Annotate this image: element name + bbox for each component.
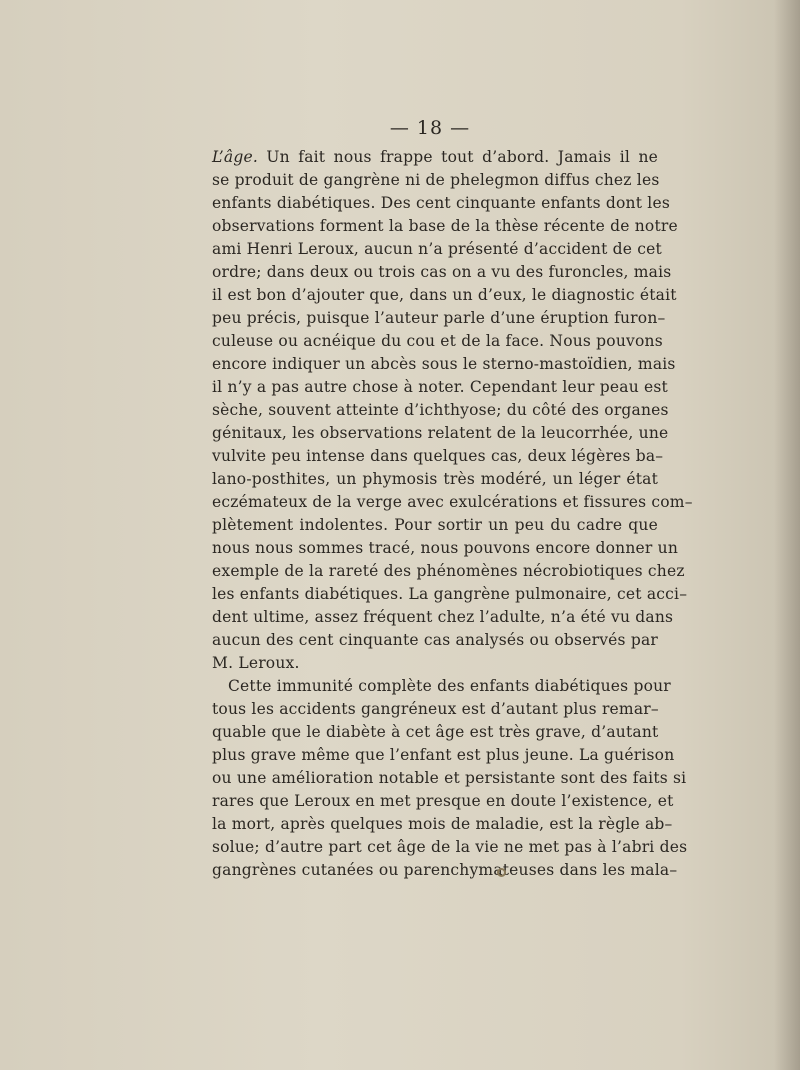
text-line: solue; d’autre part cet âge de la vie ne met pas à l’abri des — [212, 838, 688, 856]
text-line: quable que le diabète à cet âge est très grave, d’autant — [212, 723, 659, 741]
text-line: plètement indolentes. Pour sortir un peu du cadre que — [212, 516, 658, 534]
text-line: sèche, souvent atteinte d’ichthyose; du côté des organes — [212, 401, 669, 419]
text-line: lano-posthites, un phymosis très modéré, un léger état — [212, 470, 658, 488]
text-line: se produit de gangrène ni de phelegmon diffus chez les — [212, 171, 660, 189]
section-lead: L’âge. — [212, 148, 258, 166]
body-text — [212, 146, 693, 882]
text-line: plus grave même que l’enfant est plus jeune. La guérison — [212, 746, 675, 764]
text-line: vulvite peu intense dans quelques cas, deux légères ba– — [212, 447, 664, 465]
text-line: enfants diabétiques. Des cent cinquante enfants dont les — [212, 194, 670, 212]
text-line: tous les accidents gangréneux est d’autant plus remar– — [212, 700, 659, 718]
text-line: génitaux, les observations relatent de la leucorrhée, une — [212, 424, 669, 442]
text-line: eczémateux de la verge avec exulcérations et fissures com– — [212, 493, 693, 511]
text-line: culeuse ou acnéique du cou et de la face. Nous pouvons — [212, 332, 663, 350]
text-line: il est bon d’ajouter que, dans un d’eux, le diagnostic était — [212, 286, 677, 304]
page-number: — 18 — — [389, 117, 471, 139]
page-edge-shadow — [774, 0, 800, 1070]
text-line: M. Leroux. — [212, 654, 300, 672]
text-line: Cette immunité complète des enfants diabétiques pour — [228, 677, 671, 695]
text-line: rares que Leroux en met presque en doute l’existence, et — [212, 792, 674, 810]
text-line: exemple de la rareté des phénomènes nécrobiotiques chez — [212, 562, 685, 580]
text-line: L’âge. Un fait nous frappe tout d’abord. Jamais il ne — [212, 148, 658, 166]
text-line: ordre; dans deux ou trois cas on a vu des furoncles, mais — [212, 263, 672, 281]
text-line: dent ultime, assez fréquent chez l’adulte, n’a été vu dans — [212, 608, 674, 626]
text-line: nous nous sommes tracé, nous pouvons encore donner un — [212, 539, 679, 557]
text-line: gangrènes cutanées ou parenchymateuses dans les mala– — [212, 861, 678, 879]
text-line: peu précis, puisque l’auteur parle d’une éruption furon– — [212, 309, 666, 327]
text-line: ou une amélioration notable et persistante sont des faits si — [212, 769, 687, 787]
text-line: la mort, après quelques mois de maladie, est la règle ab– — [212, 815, 673, 833]
ink-blot-mark — [497, 868, 506, 877]
text-line: encore indiquer un abcès sous le sterno-mastoïdien, mais — [212, 355, 676, 373]
text-line: observations forment la base de la thèse récente de notre — [212, 217, 678, 235]
text-line: ami Henri Leroux, aucun n’a présenté d’accident de cet — [212, 240, 662, 258]
text-line: il n’y a pas autre chose à noter. Cependant leur peau est — [212, 378, 668, 396]
text-line: les enfants diabétiques. La gangrène pulmonaire, cet acci– — [212, 585, 688, 603]
text-line: aucun des cent cinquante cas analysés ou observés par — [212, 631, 658, 649]
